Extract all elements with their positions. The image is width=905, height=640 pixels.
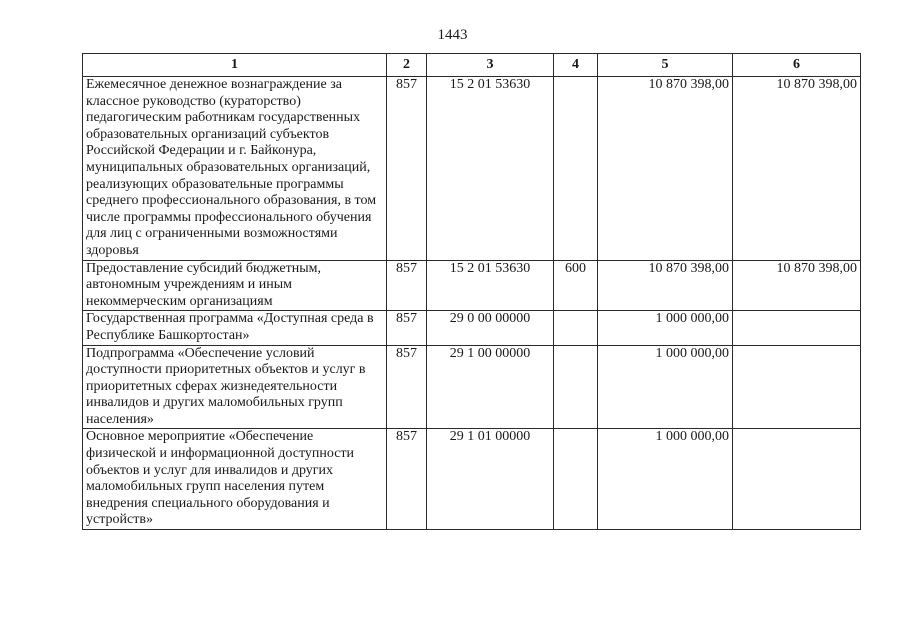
row-name-cell: Подпрограмма «Обеспечение условий доступности приоритетных объектов и услуг в приоритетных сферах жизнедеятельности инвалидов и других маломобильных групп населения»: [83, 345, 387, 429]
row-amount2-cell: 10 870 398,00: [733, 77, 861, 261]
row-target-cell: 29 1 01 00000: [427, 429, 554, 530]
row-name-cell: Ежемесячное денежное вознаграждение за классное руководство (кураторство) педагогическим работникам государственных образовательных организаций субъектов Российской Федерации и г. Байконура, муниципальных образовательных организаций, реализующих образовательные программы среднего профессионального образования, в том числе программы профессионального обучения для лиц с ограниченными возможностями здоровья: [83, 77, 387, 261]
row-type-cell: 600: [554, 260, 598, 311]
row-type-cell: [554, 345, 598, 429]
column-header: 3: [427, 54, 554, 77]
row-amount-cell: 10 870 398,00: [598, 260, 733, 311]
table-row: [83, 77, 861, 261]
table-row: [83, 345, 861, 429]
row-target-cell: 29 0 00 00000: [427, 311, 554, 345]
row-code-cell: 857: [387, 345, 427, 429]
row-amount2-cell: [733, 345, 861, 429]
row-type-cell: [554, 311, 598, 345]
row-amount-cell: 1 000 000,00: [598, 345, 733, 429]
row-name-cell: Государственная программа «Доступная среда в Республике Башкортостан»: [83, 311, 387, 345]
column-header: 6: [733, 54, 861, 77]
budget-table: [82, 53, 861, 530]
table-row: [83, 260, 861, 311]
row-amount2-cell: 10 870 398,00: [733, 260, 861, 311]
column-header: 1: [83, 54, 387, 77]
row-code-cell: 857: [387, 311, 427, 345]
row-name-cell: Предоставление субсидий бюджетным, автономным учреждениям и иным некоммерческим организациям: [83, 260, 387, 311]
row-target-cell: 15 2 01 53630: [427, 260, 554, 311]
table-row: [83, 311, 861, 345]
table-row: [83, 429, 861, 530]
column-header: 4: [554, 54, 598, 77]
column-header: 2: [387, 54, 427, 77]
row-code-cell: 857: [387, 77, 427, 261]
row-amount-cell: 1 000 000,00: [598, 429, 733, 530]
row-code-cell: 857: [387, 260, 427, 311]
row-code-cell: 857: [387, 429, 427, 530]
row-name-cell: Основное мероприятие «Обеспечение физической и информационной доступности объектов и услуг для инвалидов и других маломобильных групп населения путем внедрения специального оборудования и устройств»: [83, 429, 387, 530]
row-amount-cell: 10 870 398,00: [598, 77, 733, 261]
table-header-row: [83, 54, 861, 77]
row-amount-cell: 1 000 000,00: [598, 311, 733, 345]
row-type-cell: [554, 77, 598, 261]
page-number: 1443: [437, 27, 468, 43]
row-target-cell: 29 1 00 00000: [427, 345, 554, 429]
row-amount2-cell: [733, 429, 861, 530]
column-header: 5: [598, 54, 733, 77]
row-type-cell: [554, 429, 598, 530]
row-target-cell: 15 2 01 53630: [427, 77, 554, 261]
row-amount2-cell: [733, 311, 861, 345]
